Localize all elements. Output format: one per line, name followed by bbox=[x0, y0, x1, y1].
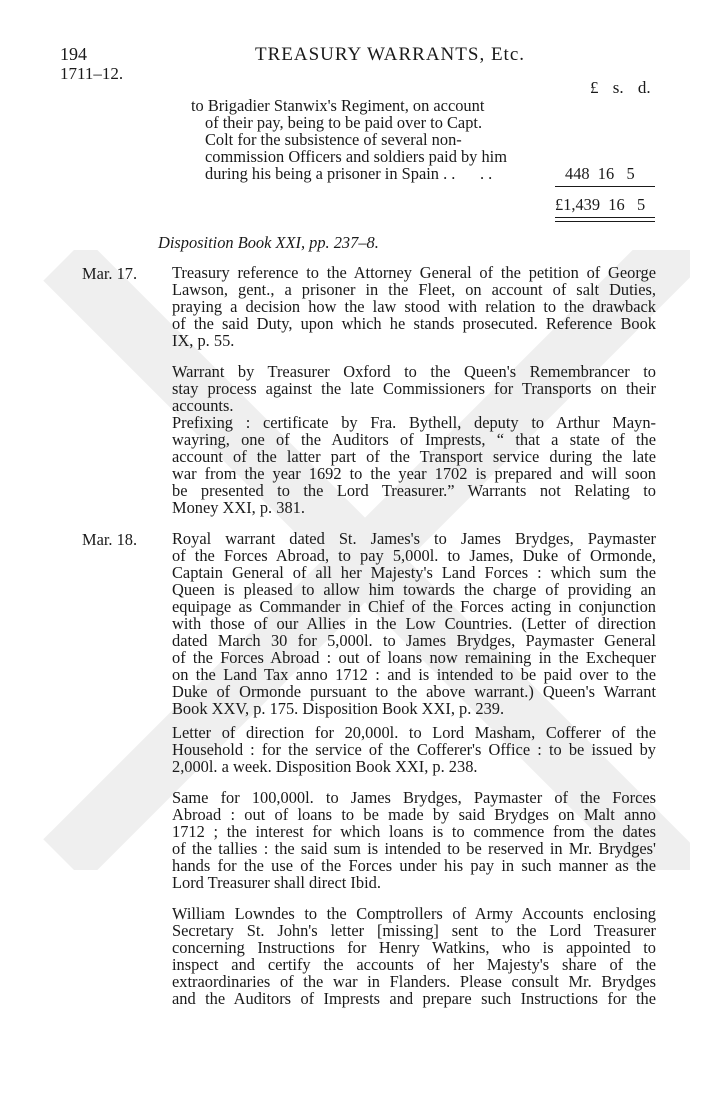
entry-line: accounts. bbox=[172, 396, 234, 415]
running-title: TREASURY WARRANTS, Etc. bbox=[255, 44, 526, 65]
entry-line: account of the latter part of the Transport service during the late bbox=[172, 447, 656, 466]
continuation-line: commission Officers and soldiers paid by him bbox=[205, 147, 507, 166]
entry-line: Money XXI, p. 381. bbox=[172, 498, 305, 517]
continuation-line: of their pay, being to be paid over to Capt. bbox=[205, 113, 483, 132]
entry-paragraph bbox=[172, 724, 656, 775]
continuation-line: during his being a prisoner in Spain . . . . bbox=[205, 164, 493, 183]
entry-line: and the Auditors of Imprests and prepare such Instructions for the bbox=[172, 989, 656, 1008]
entry-line: Royal warrant dated St. James's to James Brydges, Paymaster bbox=[172, 529, 656, 548]
entry-line: of the Forces Abroad : out of loans now remaining in the Exchequer bbox=[172, 648, 656, 667]
currency-header: £ s. d. bbox=[590, 78, 651, 97]
page-number: 194 bbox=[60, 44, 87, 64]
continuation-line: to Brigadier Stanwix's Regiment, on account bbox=[191, 96, 485, 115]
continuation-line: Colt for the subsistence of several non- bbox=[205, 130, 462, 149]
entry-date: Mar. 18. bbox=[82, 530, 138, 549]
entry-line: Abroad : out of loans to be made by said Brydges on Malt anno bbox=[172, 805, 656, 824]
entry-line: wayring, one of the Auditors of Imprests, “ that a state of the bbox=[172, 430, 656, 449]
sum-rule bbox=[555, 186, 655, 187]
entry-line: dated March 30 for 5,000l. to James Brydges, Paymaster General bbox=[172, 631, 656, 650]
entry-line: on the Land Tax anno 1712 : and is intended to be paid over to the bbox=[172, 665, 656, 684]
entry-paragraph bbox=[172, 530, 656, 717]
entry-line: 2,000l. a week. Disposition Book XXI, p. 238. bbox=[172, 757, 478, 776]
entry-line: William Lowndes to the Comptrollers of Army Accounts enclosing bbox=[172, 904, 656, 923]
entry-line: Book XXV, p. 175. Disposition Book XXI, p. 239. bbox=[172, 699, 505, 718]
entry-line: of the tallies : the said sum is intended to be reserved in Mr. Brydges' bbox=[172, 839, 656, 858]
entry-line: Prefixing : certificate by Fra. Bythell, deputy to Arthur Mayn- bbox=[172, 413, 656, 432]
entry-line: IX, p. 55. bbox=[172, 331, 235, 350]
entry-line: Lawson, gent., a prisoner in the Fleet, on account of salt Duties, bbox=[172, 280, 656, 299]
entry-line: 1712 ; the interest for which loans is to commence from the dates bbox=[172, 822, 656, 841]
entry-paragraph bbox=[172, 363, 656, 516]
continuation-paragraph bbox=[191, 96, 525, 183]
entry-line: inspect and certify the accounts of her Majesty's share of the bbox=[172, 955, 656, 974]
entry-line: with those of our Allies in the Low Countries. (Letter of direction bbox=[172, 614, 656, 633]
entry-line: hands for the use of the Forces under his pay in such manner as the bbox=[172, 856, 656, 875]
entry-line: Treasury reference to the Attorney General of the petition of George bbox=[172, 263, 656, 282]
entry-line: stay process against the late Commissioners for Transports on their bbox=[172, 379, 656, 398]
entry-line: concerning Instructions for Henry Watkins, who is appointed to bbox=[172, 938, 656, 957]
entry-line: Captain General of all her Majesty's Land Forces : which sum the bbox=[172, 563, 656, 582]
entry-line: Warrant by Treasurer Oxford to the Queen's Remembrancer to bbox=[172, 362, 656, 381]
entry-line: of the said Duty, upon which he stands prosecuted. Reference Book bbox=[172, 314, 656, 333]
entry-date: Mar. 17. bbox=[82, 264, 138, 283]
entry-paragraph bbox=[172, 905, 656, 1007]
entry-line: of the Forces Abroad, to pay 5,000l. to James, Duke of Ormonde, bbox=[172, 546, 656, 565]
entry-paragraph bbox=[172, 789, 656, 891]
entry-line: Same for 100,000l. to James Brydges, Paymaster of the Forces bbox=[172, 788, 656, 807]
year-range: 1711–12. bbox=[60, 64, 124, 83]
entry-line: war from the year 1692 to the year 1702 is prepared and will soon bbox=[172, 464, 656, 483]
entry-line: Queen is pleased to allow him towards the charge of providing an bbox=[172, 580, 656, 599]
entry-line: praying a decision how the law stood with relation to the drawback bbox=[172, 297, 656, 316]
entry-line: extraordinaries of the war in Flanders. Please consult Mr. Brydges bbox=[172, 972, 656, 991]
entry-line: Letter of direction for 20,000l. to Lord Masham, Cofferer of the bbox=[172, 723, 656, 742]
continuation-total: £1,439 16 5 bbox=[555, 195, 646, 214]
total-rule-top bbox=[555, 217, 655, 218]
disposition-reference: Disposition Book XXI, pp. 237–8. bbox=[158, 233, 379, 252]
entry-line: Secretary St. John's letter [missing] sent to the Lord Treasurer bbox=[172, 921, 656, 940]
entry-line: equipage as Commander in Chief of the Forces acting in conjunction bbox=[172, 597, 656, 616]
total-rule-bottom bbox=[555, 221, 655, 222]
entry-paragraph bbox=[172, 264, 656, 349]
entry-line: Lord Treasurer shall direct Ibid. bbox=[172, 873, 381, 892]
entry-line: Household : for the service of the Cofferer's Office : to be issued by bbox=[172, 740, 656, 759]
continuation-amount: 448 16 5 bbox=[565, 164, 635, 183]
entry-line: Duke of Ormonde pursuant to the above warrant.) Queen's Warrant bbox=[172, 682, 656, 701]
entry-line: be presented to the Lord Treasurer.” Warrants not Relating to bbox=[172, 481, 656, 500]
